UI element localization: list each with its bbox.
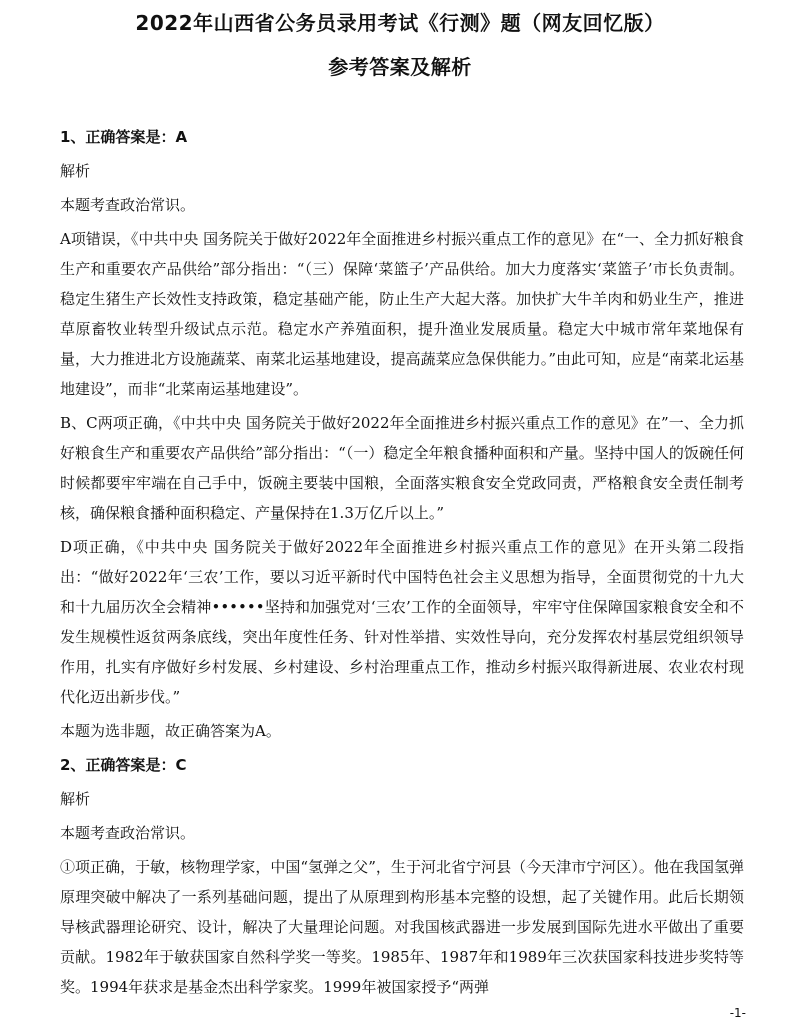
q1-answer-heading: 1、正确答案是：A	[60, 128, 188, 146]
q1-topic: 本题考查政治常识。	[60, 196, 196, 214]
q1-option-bc-paragraph: B、C两项正确，《中共中央 国务院关于做好2022年全面推进乡村振兴重点工作的意见》在”一、全力抓好粮食生产和重要农产品供给”部分指出：“（一）稳定全年粮食播种面积和产量。坚持中国人的饭碗任何时候都要牢牢端在自己手中，饭碗主要装中国粮，全面落实粮食安全党政同责，严格粮食安全责任制考核，确保粮食播种面积稳定、产量保持在1.3万亿斤以上。”	[60, 414, 744, 522]
document-title: 2022年山西省公务员录用考试《行测》题（网友回忆版）	[135, 11, 665, 35]
q1-option-a-paragraph: A项错误，《中共中央 国务院关于做好2022年全面推进乡村振兴重点工作的意见》在“一、全力抓好粮食生产和重要农产品供给”部分指出：“（三）保障‘菜篮子’产品供给。加大力度落实‘菜篮子’市长负责制。稳定生猪生产长效性支持政策，稳定基础产能，防止生产大起大落。加快扩大牛羊肉和奶业生产，推进草原畜牧业转型升级试点示范。稳定水产养殖面积，提升渔业发展质量。稳定大中城市常年菜地保有量，大力推进北方设施蔬菜、南菜北运基地建设，提高蔬菜应急保供能力。”由此可知，应是“南菜北运基地建设”，而非“北菜南运基地建设”。	[60, 230, 744, 398]
q2-option-1-paragraph: ①项正确，于敏，核物理学家，中国“氢弹之父”，生于河北省宁河县（今天津市宁河区）。他在我国氢弹原理突破中解决了一系列基础问题，提出了从原理到构形基本完整的设想，起了关键作用。此后长期领导核武器理论研究、设计，解决了大量理论问题。对我国核武器进一步发展到国际先进水平做出了重要贡献。1982年于敏获国家自然科学奖一等奖。1985年、1987年和1989年三次获国家科技进步奖特等奖。1994年获求是基金杰出科学家奖。1999年被国家授予“两弹	[60, 858, 744, 996]
q2-answer-heading: 2、正确答案是：C	[60, 756, 187, 774]
q1-analysis-label: 解析	[60, 162, 91, 180]
q2-topic: 本题考查政治常识。	[60, 824, 196, 842]
q1-conclusion: 本题为选非题，故正确答案为A。	[60, 722, 281, 740]
document-subtitle: 参考答案及解析	[328, 55, 472, 79]
q1-option-d-paragraph: D项正确，《中共中央 国务院关于做好2022年全面推进乡村振兴重点工作的意见》在开头第二段指出：“做好2022年‘三农’工作，要以习近平新时代中国特色社会主义思想为指导，全面贯彻党的十九大和十九届历次全会精神••••••坚持和加强党对‘三农’工作的全面领导，牢牢守住保障国家粮食安全和不发生规模性返贫两条底线，突出年度性任务、针对性举措、实效性导向，充分发挥农村基层党组织领导作用，扎实有序做好乡村发展、乡村建设、乡村治理重点工作，推动乡村振兴取得新进展、农业农村现代化迈出新步伐。”	[60, 538, 744, 706]
q2-analysis-label: 解析	[60, 790, 91, 808]
document-body	[60, 122, 744, 1002]
page-number: -1-	[729, 1006, 746, 1020]
